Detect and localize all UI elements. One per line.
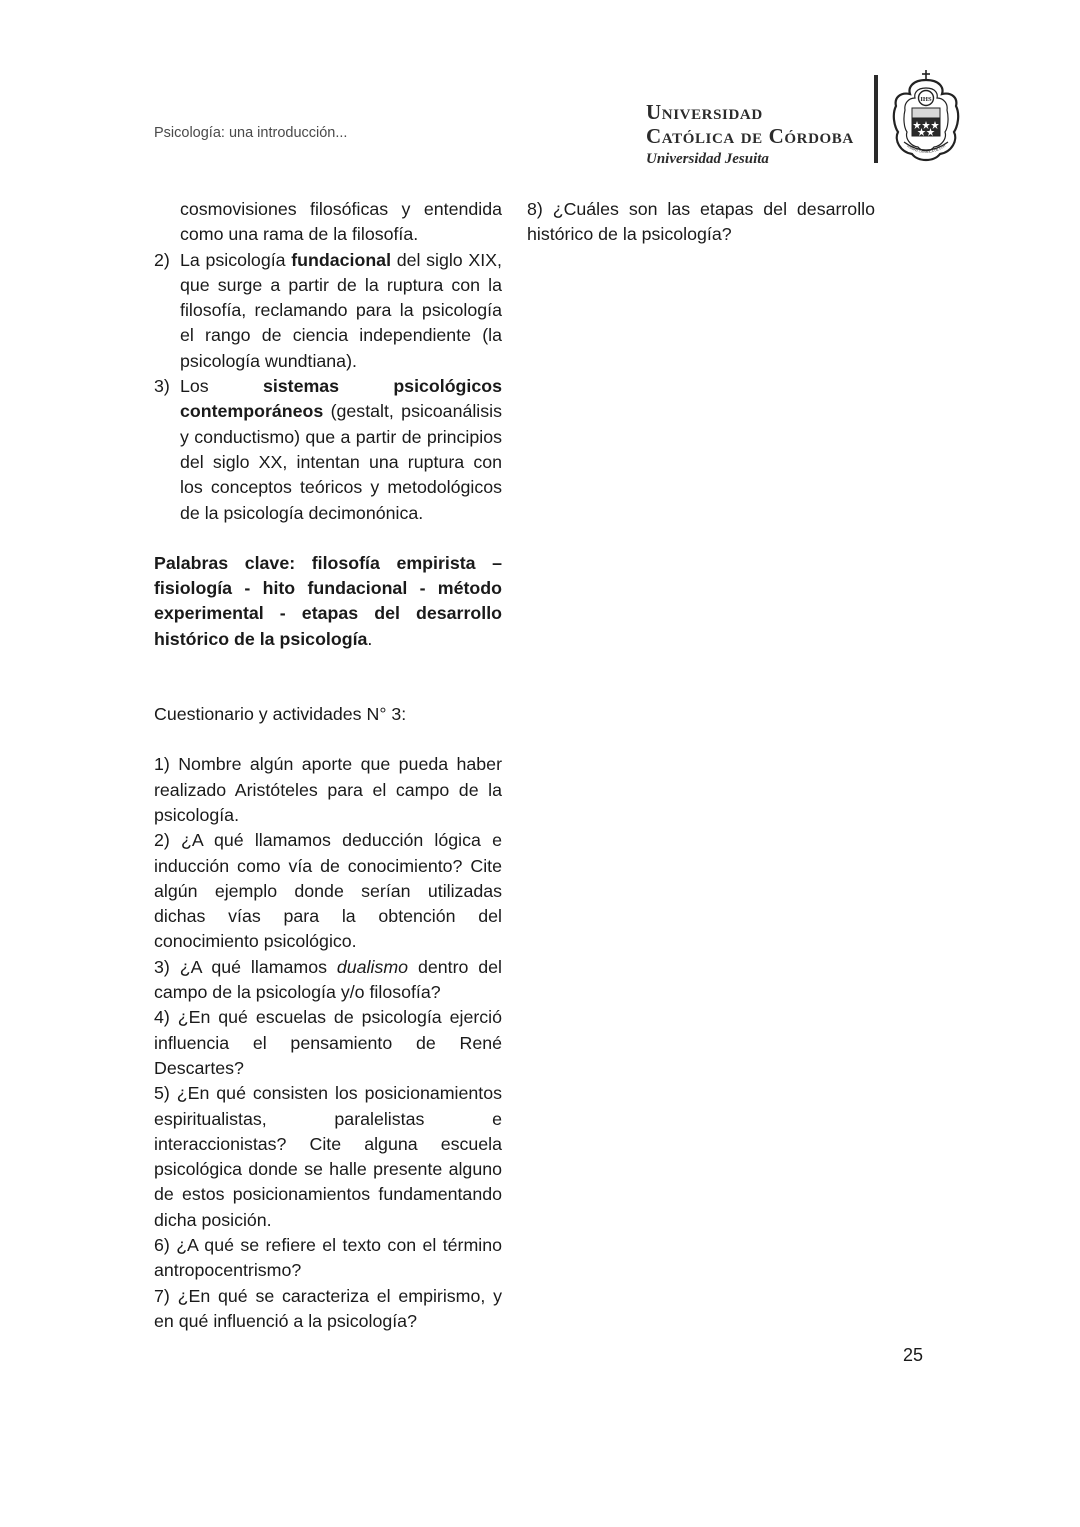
left-column xyxy=(154,197,502,1334)
list-item-text: del siglo XIX, que surge a partir de la ruptura con la filosofía, reclamando para la psicología el rango de ciencia independiente (la psicología wundtiana). xyxy=(180,249,502,371)
question-item: 4) ¿En qué escuelas de psicología ejerció influencia el pensamiento de René Descartes? xyxy=(154,1007,502,1078)
keywords-end: . xyxy=(367,628,373,649)
university-name-line2: Católica de Córdoba xyxy=(646,124,854,148)
list-item-number: 3) xyxy=(154,376,170,397)
crest-monogram: IHS xyxy=(920,96,932,103)
university-tagline: Universidad Jesuita xyxy=(646,151,769,167)
question-text: 3) ¿A qué llamamos xyxy=(154,956,337,977)
list-item-term: sistemas psicológicos contemporáneos xyxy=(180,376,502,422)
running-title: Psicología: una introducción... xyxy=(154,125,348,141)
header-vertical-rule xyxy=(874,75,878,163)
list-item-term: fundacional xyxy=(291,249,392,270)
keywords-text: Palabras clave: filosofía empirista – fisiología - hito fundacional - método experimental - etapas del desarrollo histórico de la psicología xyxy=(154,552,502,649)
list-item xyxy=(154,374,502,526)
question-item: 1) Nombre algún aporte que pueda haber realizado Aristóteles para el campo de la psicología. xyxy=(154,754,502,825)
university-crest-icon xyxy=(890,68,962,166)
question-item: 8) ¿Cuáles son las etapas del desarrollo histórico de la psicología? xyxy=(527,199,875,245)
question-item: 2) ¿A qué llamamos deducción lógica e inducción como vía de conocimiento? Cite algún ejemplo donde serían utilizadas dichas vías para la obtención del conocimiento psicológico. xyxy=(154,830,502,952)
university-logotype xyxy=(646,100,876,168)
crest-ribbon-text: RSIDAD CATOLICA DE COR xyxy=(906,143,947,155)
list-item-text: Los xyxy=(180,376,263,397)
page-number: 25 xyxy=(903,1345,924,1365)
right-column xyxy=(527,197,875,248)
university-name-line1: Universidad xyxy=(646,100,763,124)
questionnaire-title: Cuestionario y actividades N° 3: xyxy=(154,704,407,725)
question-text: dentro del campo de la psicología y/o filosofía? xyxy=(154,956,503,1003)
list-continuation: cosmovisiones filosóficas y entendida como una rama de la filosofía. xyxy=(180,199,502,245)
keywords-paragraph xyxy=(154,551,502,652)
questionnaire-list xyxy=(154,752,502,1334)
list-item xyxy=(154,248,502,374)
question-item xyxy=(154,955,502,1006)
question-item: 7) ¿En qué se caracteriza el empirismo, y en qué influenció a la psicología? xyxy=(154,1285,502,1331)
list-item-text: La psicología xyxy=(180,249,292,270)
list-item-number: 2) xyxy=(154,249,170,270)
question-italic-term: dualismo xyxy=(336,956,409,977)
list-item-text: (gestalt, psicoanálisis y conductismo) que a partir de principios del siglo XX, intentan una ruptura con los conceptos teóricos y metodológicos de la psicología decimonónica. xyxy=(180,401,502,523)
question-item: 6) ¿A qué se refiere el texto con el término antropocentrismo? xyxy=(154,1234,502,1281)
question-item: 5) ¿En qué consisten los posicionamientos espiritualistas, paralelistas e interaccionistas? Cite alguna escuela psicológica donde se halle presente alguno de estos posicionamientos fundamentando dicha posición. xyxy=(154,1083,502,1230)
